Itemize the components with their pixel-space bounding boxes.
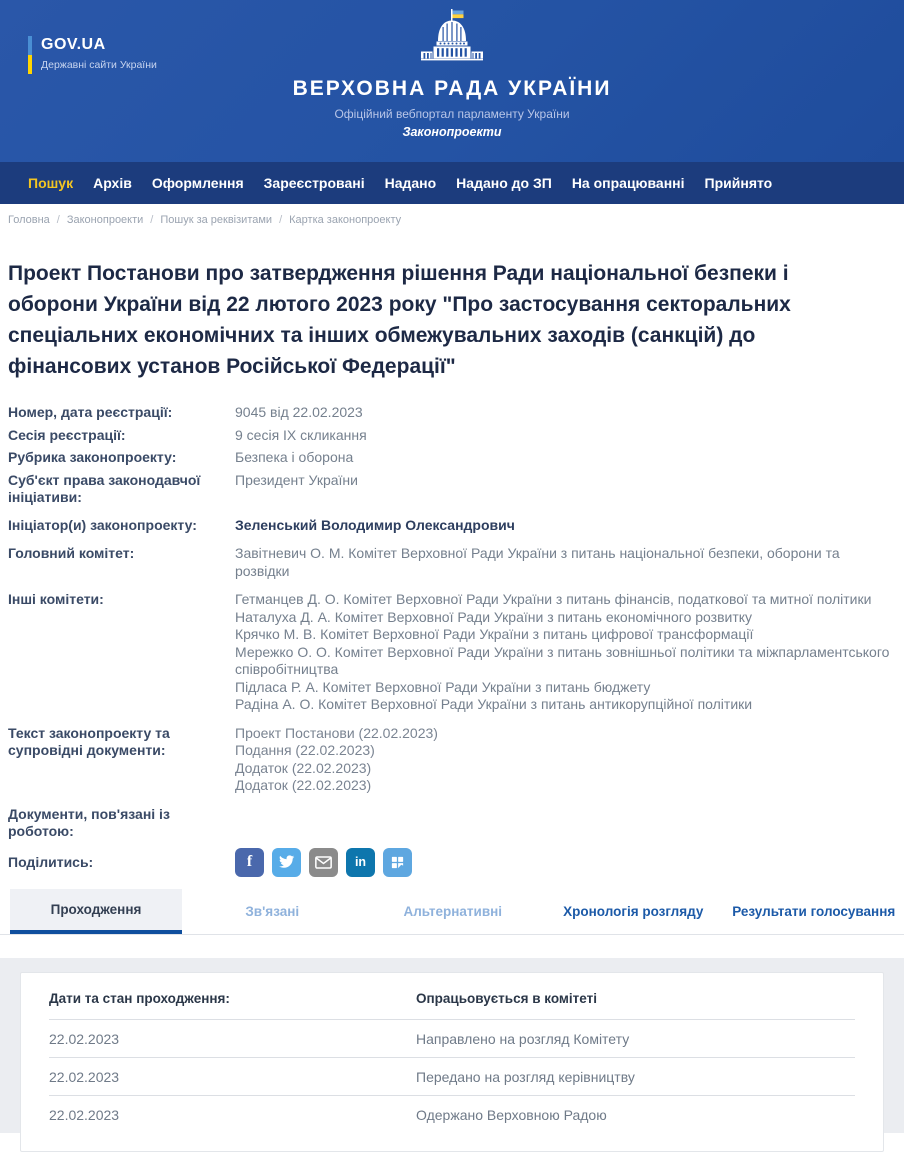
- breadcrumb-card: Картка законопроекту: [289, 214, 401, 226]
- progress-table-header: [49, 977, 855, 1020]
- progress-date: 22.02.2023: [49, 1107, 416, 1123]
- detail-row-rubric: [8, 449, 896, 467]
- detail-value: Безпека і оборона: [235, 449, 896, 467]
- tab-rezultaty[interactable]: Результати голосування: [724, 889, 904, 934]
- facebook-icon: f: [247, 853, 252, 871]
- table-row: [49, 1058, 855, 1096]
- nav-item-arkhiv[interactable]: Архів: [93, 175, 132, 191]
- committee-line: Підласа Р. А. Комітет Верховної Ради України з питань бюджету: [235, 679, 896, 697]
- twitter-icon: [279, 855, 295, 869]
- tab-khronologiya[interactable]: Хронологія розгляду: [543, 889, 724, 934]
- progress-card: [20, 972, 884, 1152]
- nav-item-pryinyato[interactable]: Прийнято: [705, 175, 773, 191]
- committee-line: Гетманцев Д. О. Комітет Верховної Ради України з питань фінансів, податкової та митної політики: [235, 591, 896, 609]
- detail-row-subject: [8, 472, 896, 506]
- detail-row-documents: [8, 725, 896, 795]
- document-links: [235, 725, 896, 795]
- twitter-share-button[interactable]: [272, 848, 301, 877]
- tabs-bottom-spacer: [0, 935, 904, 958]
- detail-value: 9045 від 22.02.2023: [235, 404, 896, 422]
- progress-status: Направлено на розгляд Комітету: [416, 1031, 855, 1047]
- nav-item-nadano[interactable]: Надано: [385, 175, 437, 191]
- govua-title: GOV.UA: [41, 36, 157, 54]
- email-share-button[interactable]: [309, 848, 338, 877]
- detail-label: Інші комітети:: [8, 591, 235, 714]
- committee-line: Радіна А. О. Комітет Верховної Ради України з питань антикорупційної політики: [235, 696, 896, 714]
- share-more-icon: [390, 855, 405, 870]
- detail-value: Завітневич О. М. Комітет Верховної Ради України з питань національної безпеки, оборони та розвідки: [235, 545, 896, 580]
- breadcrumb-home[interactable]: Головна: [8, 214, 50, 226]
- page-title: Проект Постанови про затвердження рішення Ради національної безпеки і оборони України від 22 лютого 2023 року "Про застосування секторальних спеціальних економічних та інших обмежувальних заходів (санкцій) до фінансових установ Російської Федерації": [8, 258, 860, 382]
- detail-value: 9 сесія IX скликання: [235, 427, 896, 445]
- breadcrumb-separator: /: [57, 214, 60, 226]
- committee-line: Мережко О. О. Комітет Верховної Ради України з питань зовнішньої політики та міжпарламентського співробітництва: [235, 644, 896, 679]
- breadcrumb-search[interactable]: Пошук за реквізитами: [160, 214, 272, 226]
- detail-row-share: [8, 848, 896, 877]
- linkedin-icon: in: [355, 855, 366, 869]
- share-buttons: [235, 848, 412, 877]
- breadcrumb: [0, 204, 904, 230]
- linkedin-share-button[interactable]: [346, 848, 375, 877]
- committee-line: Наталуха Д. А. Комітет Верховної Ради України з питань економічного розвитку: [235, 609, 896, 627]
- detail-label: Документи, пов'язані із роботою:: [8, 806, 235, 840]
- main-nav: [0, 162, 904, 204]
- detail-label: Суб'єкт права законодавчої ініціативи:: [8, 472, 235, 506]
- facebook-share-button[interactable]: [235, 848, 264, 877]
- tab-alternatyvni[interactable]: Альтернативні: [363, 889, 544, 934]
- progress-header-dates: Дати та стан проходження:: [49, 988, 416, 1009]
- table-row: [49, 1020, 855, 1058]
- detail-row-number: [8, 404, 896, 422]
- nav-item-oformlennya[interactable]: Оформлення: [152, 175, 244, 191]
- table-row: [49, 1096, 855, 1133]
- bill-details: [8, 404, 896, 877]
- detail-label: Поділитись:: [8, 854, 235, 871]
- email-icon: [315, 856, 332, 869]
- detail-label: Сесія реєстрації:: [8, 427, 235, 445]
- progress-status: Одержано Верховною Радою: [416, 1107, 855, 1123]
- committee-line: Крячко М. В. Комітет Верховної Ради України з питань цифрової трансформації: [235, 626, 896, 644]
- rada-subtitle: Офіційний вебпортал парламенту України: [0, 107, 904, 121]
- progress-date: 22.02.2023: [49, 1031, 416, 1047]
- detail-label: Головний комітет:: [8, 545, 235, 580]
- detail-row-related: [8, 806, 896, 840]
- detail-value-list: [235, 591, 896, 714]
- rada-section-label: Законопроекти: [0, 125, 904, 139]
- progress-header-status: Опрацьовується в комітеті: [416, 988, 855, 1009]
- breadcrumb-separator: /: [279, 214, 282, 226]
- nav-item-na-opratsyuvanni[interactable]: На опрацюванні: [572, 175, 685, 191]
- share-more-button[interactable]: [383, 848, 412, 877]
- document-link[interactable]: Додаток (22.02.2023): [235, 777, 896, 795]
- detail-label: Номер, дата реєстрації:: [8, 404, 235, 422]
- detail-row-session: [8, 427, 896, 445]
- progress-status: Передано на розгляд керівництву: [416, 1069, 855, 1085]
- detail-label: Рубрика законопроекту:: [8, 449, 235, 467]
- progress-section: [0, 958, 904, 1133]
- document-link[interactable]: Подання (22.02.2023): [235, 742, 896, 760]
- govua-subtitle: Державні сайти України: [41, 59, 157, 71]
- detail-row-other-committees: [8, 591, 896, 714]
- bill-tabs: [0, 889, 904, 935]
- breadcrumb-bills[interactable]: Законопроекти: [67, 214, 143, 226]
- rada-logo[interactable]: [0, 8, 904, 139]
- document-link[interactable]: Додаток (22.02.2023): [235, 760, 896, 778]
- rada-name: ВЕРХОВНА РАДА УКРАЇНИ: [0, 77, 904, 101]
- parliament-building-icon: [419, 53, 485, 70]
- nav-item-zareyestrovani[interactable]: Зареєстровані: [264, 175, 365, 191]
- nav-item-nadano-do-zp[interactable]: Надано до ЗП: [456, 175, 552, 191]
- tab-zvyazani[interactable]: Зв'язані: [182, 889, 363, 934]
- detail-label: Текст законопроекту та супровідні документи:: [8, 725, 235, 795]
- site-header: [0, 0, 904, 162]
- progress-date: 22.02.2023: [49, 1069, 416, 1085]
- breadcrumb-separator: /: [150, 214, 153, 226]
- detail-label: Ініціатор(и) законопроекту:: [8, 517, 235, 535]
- detail-row-initiator: [8, 517, 896, 535]
- initiator-link[interactable]: Зеленський Володимир Олександрович: [235, 517, 896, 535]
- document-link[interactable]: Проект Постанови (22.02.2023): [235, 725, 896, 743]
- nav-item-poshuk[interactable]: Пошук: [28, 175, 73, 191]
- tab-prokhodzhennya[interactable]: Проходження: [10, 889, 182, 934]
- detail-value: Президент України: [235, 472, 896, 506]
- detail-row-main-committee: [8, 545, 896, 580]
